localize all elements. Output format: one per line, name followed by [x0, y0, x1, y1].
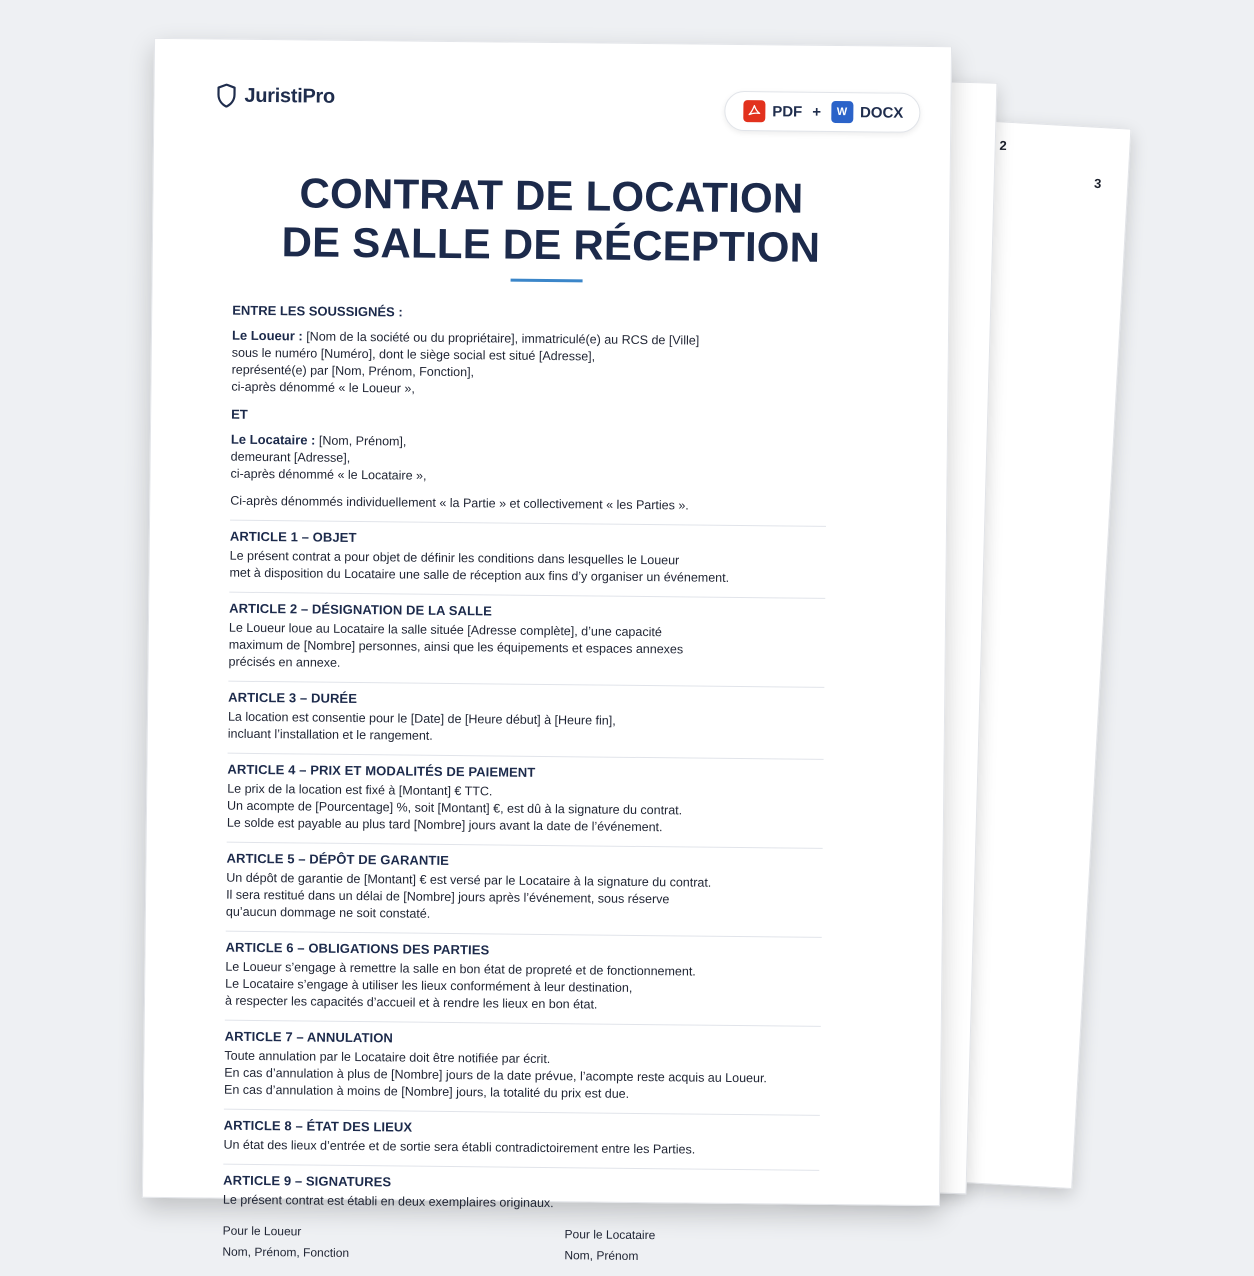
signature-locataire	[564, 1224, 655, 1267]
article-line: Toute annulation par le Locataire doit être notifiée par écrit.	[224, 1048, 551, 1067]
article-line: Le présent contrat est établi en deux exemplaires originaux.	[222, 1192, 554, 1211]
article-7	[224, 1028, 821, 1105]
article-title: ARTICLE 5 – DÉPÔT DE GARANTIE	[226, 850, 450, 868]
article-line: Le présent contrat a pour objet de définir les conditions dans lesquelles le Loueur	[229, 548, 680, 568]
article-title: ARTICLE 6 – OBLIGATIONS DES PARTIES	[225, 939, 490, 958]
signature-label: Pour le Loueur	[222, 1223, 302, 1239]
title-underline	[511, 279, 583, 283]
divider	[228, 681, 824, 688]
article-4	[227, 761, 824, 838]
article-6	[225, 939, 822, 1016]
article-title: ARTICLE 4 – PRIX ET MODALITÉS DE PAIEMENT	[227, 761, 536, 780]
article-line: Un état des lieux d’entrée et de sortie sera établi contradictoirement entre les Parties.	[223, 1137, 696, 1157]
article-line: maximum de [Nombre] personnes, ainsi que les équipements et espaces annexes	[228, 637, 684, 657]
loueur-line-3: représenté(e) par [Nom, Prénom, Fonction],	[231, 362, 475, 380]
contract-body	[222, 302, 828, 1275]
article-title: ARTICLE 7 – ANNULATION	[224, 1028, 394, 1046]
docx-label: DOCX	[859, 103, 904, 122]
pdf-format	[743, 100, 802, 123]
signature-loueur	[222, 1221, 349, 1264]
brand-logo	[216, 84, 335, 109]
loueur-line-4: ci-après dénommé « le Loueur »,	[231, 379, 415, 396]
article-title: ARTICLE 3 – DURÉE	[228, 689, 358, 707]
article-line: Le prix de la location est fixé à [Montant] € TTC.	[227, 781, 493, 799]
article-3	[228, 689, 825, 749]
contract-page-1	[142, 38, 952, 1263]
locataire-line-2: demeurant [Adresse],	[230, 449, 351, 465]
article-line: Le Loueur loue au Locataire la salle située [Adresse complète], d’une capacité	[228, 620, 662, 640]
loueur-line-2: sous le numéro [Numéro], dont le siège social est situé [Adresse],	[231, 345, 596, 364]
divider	[229, 592, 825, 599]
article-title: ARTICLE 2 – DÉSIGNATION DE LA SALLE	[229, 600, 492, 619]
et-label: ET	[231, 406, 248, 422]
divider	[226, 931, 822, 938]
article-2	[228, 600, 825, 677]
article-title: ARTICLE 8 – ÉTAT DES LIEUX	[223, 1117, 413, 1135]
page-number-2: 2	[999, 137, 1007, 154]
brand-name: JuristiPro	[244, 84, 335, 108]
locataire-line-3: ci-après dénommé « le Locataire »,	[230, 466, 427, 483]
loueur-label: Le Loueur :	[231, 327, 303, 344]
divider	[225, 1020, 821, 1027]
signature-block	[222, 1221, 818, 1275]
article-line: Le solde est payable au plus tard [Nombre] jours avant la date de l’événement.	[226, 815, 663, 835]
pdf-label: PDF	[772, 102, 803, 121]
article-5	[226, 850, 823, 927]
plus-sign: +	[812, 103, 822, 121]
article-9	[223, 1172, 819, 1215]
divider	[223, 1164, 819, 1171]
locataire-line-1: [Nom, Prénom],	[318, 433, 407, 449]
article-line: incluant l’installation et le rangement.	[227, 726, 433, 743]
document-title	[153, 167, 950, 273]
format-badge	[724, 91, 921, 133]
divider	[228, 753, 824, 760]
article-line: En cas d’annulation à plus de [Nombre] jours de la date prévue, l’acompte reste acquis au Loueur.	[224, 1065, 768, 1086]
title-line-1: CONTRAT DE LOCATION	[299, 169, 804, 222]
article-line: Le Locataire s’engage à utiliser les lieux conformément à leur destination,	[225, 976, 633, 995]
article-line: Un dépôt de garantie de [Montant] € est versé par le Locataire à la signature du contrat.	[226, 870, 712, 890]
locataire-block	[230, 431, 827, 489]
page-number-3: 3	[1093, 175, 1102, 192]
article-line: La location est consentie pour le [Date] de [Heure début] à [Heure fin],	[227, 709, 616, 728]
article-title: ARTICLE 1 – OBJET	[229, 528, 357, 546]
article-line: met à disposition du Locataire une salle de réception aux fins d’y organiser un événement.	[229, 565, 730, 585]
article-line: précisés en annexe.	[228, 654, 341, 670]
article-line: Il sera restitué dans un délai de [Nombre] jours après l’événement, sous réserve	[226, 887, 670, 907]
word-icon: W	[831, 101, 853, 123]
signature-sub: Nom, Prénom, Fonction	[222, 1244, 350, 1260]
pdf-icon	[743, 100, 765, 122]
article-line: Le Loueur s’engage à remettre la salle en bon état de propreté et de fonctionnement.	[225, 959, 696, 979]
divider	[224, 1109, 820, 1116]
article-line: à respecter les capacités d’accueil et à rendre les lieux en bon état.	[224, 993, 598, 1012]
parties-collective: Ci-après dénommés individuellement « la Partie » et collectivement « les Parties ».	[230, 493, 689, 513]
signature-label: Pour le Locataire	[564, 1227, 656, 1243]
article-line: Un acompte de [Pourcentage] %, soit [Montant] €, est dû à la signature du contrat.	[226, 798, 683, 818]
loueur-line-1: [Nom de la société ou du propriétaire], immatriculé(e) au RCS de [Ville]	[306, 329, 700, 348]
article-title: ARTICLE 9 – SIGNATURES	[223, 1172, 392, 1190]
locataire-label: Le Locataire :	[230, 431, 316, 448]
signature-sub: Nom, Prénom	[564, 1248, 639, 1263]
divider	[230, 520, 826, 527]
parties-heading: ENTRE LES SOUSSIGNÉS :	[232, 302, 403, 320]
article-line: En cas d’annulation à moins de [Nombre] jours, la totalité du prix est due.	[224, 1082, 630, 1101]
shield-icon	[216, 84, 236, 108]
article-1	[229, 528, 826, 588]
divider	[227, 842, 823, 849]
loueur-block	[231, 327, 828, 402]
docx-format	[831, 101, 904, 124]
article-8	[223, 1117, 819, 1160]
title-line-2: DE SALLE DE RÉCEPTION	[281, 218, 821, 271]
article-line: qu’aucun dommage ne soit constaté.	[225, 904, 431, 921]
